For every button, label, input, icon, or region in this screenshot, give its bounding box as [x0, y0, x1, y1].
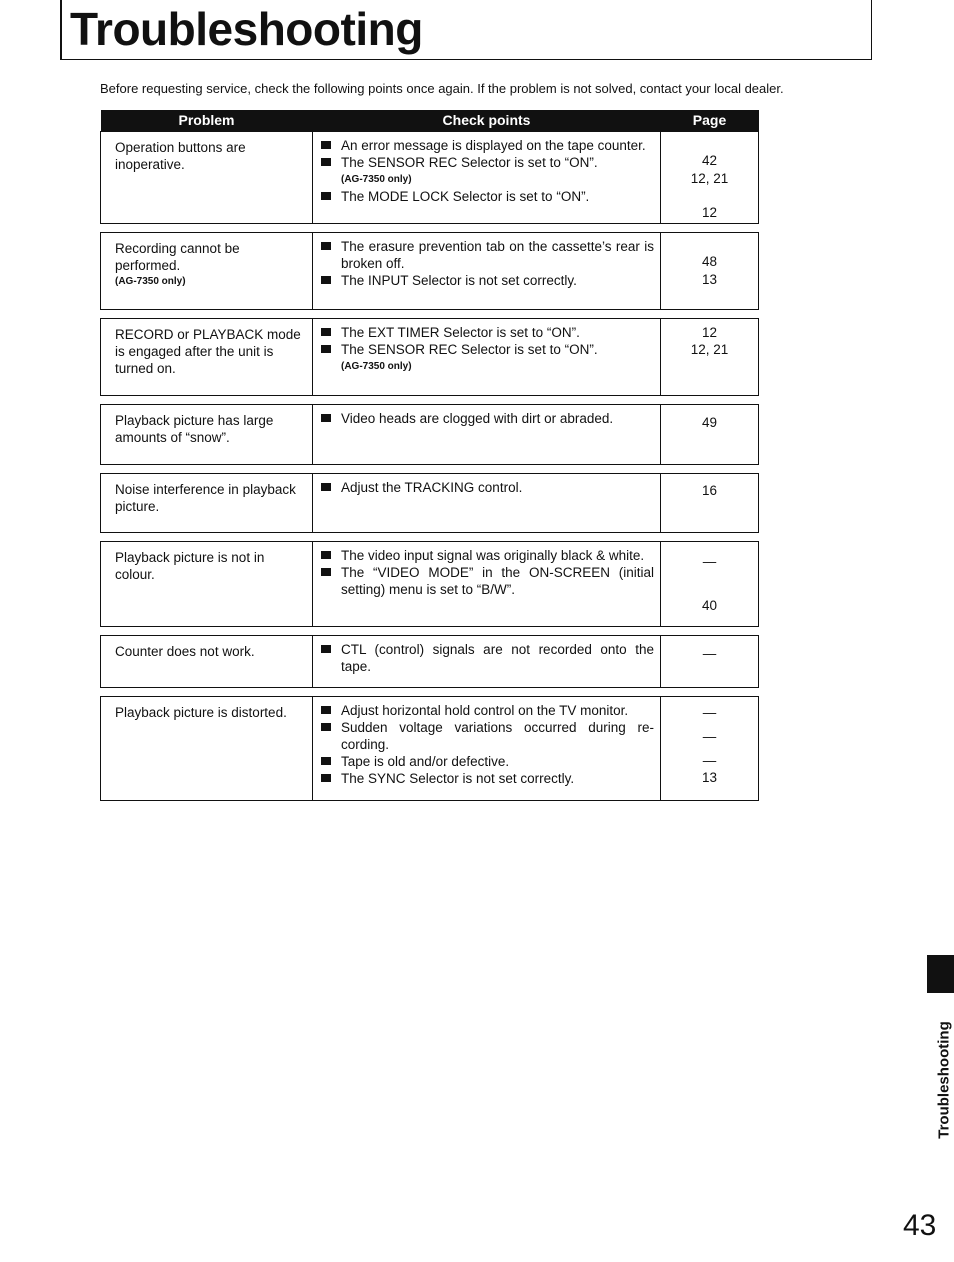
row-spacer: [101, 396, 759, 405]
side-section-label: Troubleshooting: [935, 1021, 953, 1139]
problem-text: RECORD or PLAYBACK mode is engaged after the unit is turned on.: [115, 327, 301, 376]
problem-model-note: (AG-7350 only): [115, 276, 186, 287]
page-reference: 12: [701, 325, 718, 340]
page-reference: 12: [701, 205, 718, 220]
header-page: Page: [661, 110, 759, 132]
table-header-row: [101, 110, 759, 132]
table-row: [101, 132, 759, 224]
problem-text: Noise interference in playback picture.: [115, 482, 296, 514]
intro-text: Before requesting service, check the following points once again. If the problem is not solved, contact your local dealer.: [100, 81, 784, 96]
check-point-text: The SENSOR REC Selector is set to “ON”.: [341, 155, 598, 170]
check-model-note: (AG-7350 only): [341, 174, 412, 185]
table-row: [101, 697, 759, 801]
page-reference: —: [702, 729, 717, 744]
check-point-text: The erasure prevention tab on the cassette’s rear is broken off.: [341, 239, 654, 271]
problem-cell: [101, 405, 313, 465]
page-ref-cell: [661, 697, 759, 801]
section-tab-marker: [927, 955, 954, 993]
check-point-item: [321, 324, 654, 341]
row-spacer: [101, 533, 759, 542]
check-model-note: (AG-7350 only): [341, 361, 412, 372]
page-reference: 49: [701, 415, 718, 430]
bullet-square-icon: [321, 328, 331, 336]
bullet-square-icon: [321, 723, 331, 731]
check-point-text: The INPUT Selector is not set correctly.: [341, 273, 577, 288]
check-points-cell: [313, 319, 661, 396]
table-row: [101, 405, 759, 465]
check-point-item: [321, 154, 654, 171]
problem-cell: [101, 233, 313, 310]
page-ref-cell: [661, 319, 759, 396]
table-row: [101, 542, 759, 627]
page-reference: —: [702, 646, 717, 661]
bullet-square-icon: [321, 276, 331, 284]
page-reference: 13: [701, 272, 718, 287]
page-reference: 12, 21: [690, 342, 729, 357]
bullet-square-icon: [321, 242, 331, 250]
page-reference: —: [702, 554, 717, 569]
check-point-item: [321, 410, 654, 427]
page-reference: —: [702, 753, 717, 768]
table-row: [101, 233, 759, 310]
check-point-text: Adjust horizontal hold control on the TV monitor.: [341, 703, 629, 718]
title-frame: [60, 0, 872, 60]
header-problem: Problem: [101, 110, 313, 132]
problem-cell: [101, 697, 313, 801]
check-point-item: [321, 753, 654, 770]
check-point-text: The video input signal was originally black & white.: [341, 548, 645, 563]
bullet-square-icon: [321, 706, 331, 714]
check-point-text: Tape is old and/or defective.: [341, 754, 510, 769]
page-ref-cell: [661, 405, 759, 465]
check-point-text: Video heads are clogged with dirt or abraded.: [341, 411, 614, 426]
check-points-cell: [313, 233, 661, 310]
table-row: [101, 474, 759, 533]
problem-text: Playback picture is not in colour.: [115, 550, 265, 582]
check-point-text: The “VIDEO MODE” in the ON-SCREEN (initial setting) menu is set to “B/W”.: [341, 565, 654, 597]
page-reference: 13: [701, 770, 718, 785]
header-check-points: Check points: [313, 110, 661, 132]
problem-text: Playback picture has large amounts of “snow”.: [115, 413, 274, 445]
check-point-item: [321, 719, 654, 753]
row-spacer: [101, 310, 759, 319]
row-spacer: [101, 224, 759, 233]
row-spacer: [101, 627, 759, 636]
table-body: [101, 132, 759, 801]
problem-text: Playback picture is distorted.: [115, 705, 287, 720]
problem-cell: [101, 542, 313, 627]
check-points-cell: [313, 474, 661, 533]
page-reference: —: [702, 705, 717, 720]
check-points-cell: [313, 132, 661, 224]
page-reference: 42: [701, 153, 718, 168]
check-point-item: [321, 770, 654, 787]
problem-cell: [101, 319, 313, 396]
bullet-square-icon: [321, 568, 331, 576]
check-point-item: [321, 188, 654, 205]
check-point-item: [321, 272, 654, 289]
problem-text: Operation buttons are inoperative.: [115, 140, 246, 172]
bullet-square-icon: [321, 141, 331, 149]
check-points-cell: [313, 636, 661, 688]
row-spacer: [101, 465, 759, 474]
check-point-text: Sudden voltage variations occurred during re-cording.: [341, 720, 654, 752]
bullet-square-icon: [321, 645, 331, 653]
problem-text: Recording cannot be performed.: [115, 241, 240, 273]
check-point-item: [321, 479, 654, 496]
page-ref-cell: [661, 636, 759, 688]
check-point-text: The EXT TIMER Selector is set to “ON”.: [341, 325, 580, 340]
check-points-cell: [313, 697, 661, 801]
check-point-text: An error message is displayed on the tape counter.: [341, 138, 646, 153]
page-reference: 12, 21: [690, 171, 729, 186]
check-point-text: CTL (control) signals are not recorded onto the tape.: [341, 642, 654, 674]
row-spacer: [101, 688, 759, 697]
bullet-square-icon: [321, 192, 331, 200]
bullet-square-icon: [321, 158, 331, 166]
page-title: Troubleshooting: [70, 3, 423, 55]
check-point-text: The SYNC Selector is not set correctly.: [341, 771, 575, 786]
page-ref-cell: [661, 233, 759, 310]
check-point-text: The MODE LOCK Selector is set to “ON”.: [341, 189, 590, 204]
page-ref-cell: [661, 132, 759, 224]
check-point-item: [321, 641, 654, 675]
troubleshooting-table: [100, 110, 759, 801]
check-point-text: Adjust the TRACKING control.: [341, 480, 523, 495]
check-point-item: [321, 341, 654, 358]
problem-cell: [101, 132, 313, 224]
bullet-square-icon: [321, 483, 331, 491]
problem-cell: [101, 474, 313, 533]
check-point-text: The SENSOR REC Selector is set to “ON”.: [341, 342, 598, 357]
page-reference: 48: [701, 254, 718, 269]
check-point-item: [321, 564, 654, 598]
check-point-item: [321, 547, 654, 564]
bullet-square-icon: [321, 414, 331, 422]
bullet-square-icon: [321, 551, 331, 559]
table-row: [101, 636, 759, 688]
check-point-item: [321, 702, 654, 719]
bullet-square-icon: [321, 757, 331, 765]
page-ref-cell: [661, 542, 759, 627]
check-points-cell: [313, 405, 661, 465]
problem-cell: [101, 636, 313, 688]
check-point-item: [321, 137, 654, 154]
bullet-square-icon: [321, 774, 331, 782]
bullet-square-icon: [321, 345, 331, 353]
check-point-item: [321, 238, 654, 272]
page-reference: 16: [701, 483, 718, 498]
check-points-cell: [313, 542, 661, 627]
problem-text: Counter does not work.: [115, 644, 255, 659]
table-row: [101, 319, 759, 396]
page-reference: 40: [701, 598, 718, 613]
page-ref-cell: [661, 474, 759, 533]
page-number: 43: [903, 1209, 937, 1242]
